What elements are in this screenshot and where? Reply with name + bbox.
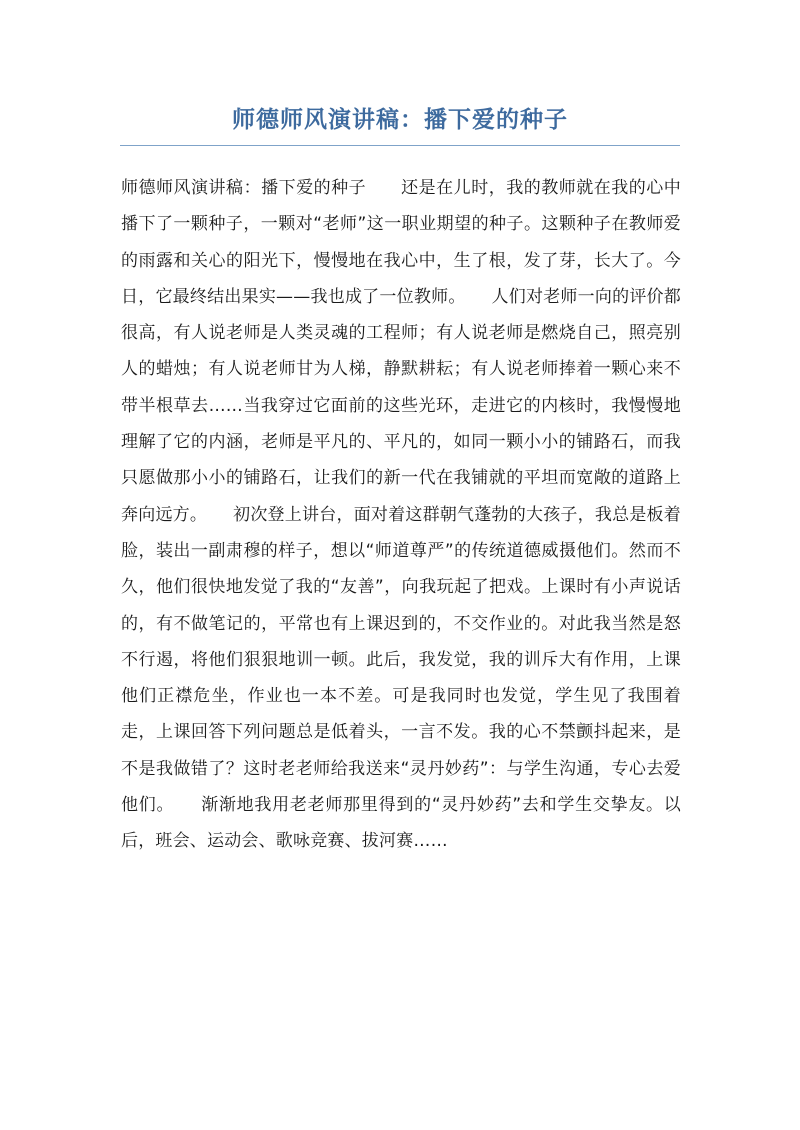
document-title: 师德师风演讲稿：播下爱的种子	[232, 106, 568, 133]
document-body: 师德师风演讲稿：播下爱的种子 还是在儿时，我的教师就在我的心中播下了一颗种子，一颗对“老师”这一职业期望的种子。这颗种子在教师爱的雨露和关心的阳光下，慢慢地在我心中，生了根，发了芽，长大了。今日，它最终结出果实——我也成了一位教师。 人们对老师一向的评价都很高，有人说老师是人类灵魂的工程师；有人说老师是燃烧自己，照亮别人的蜡烛；有人说老师甘为人梯，静默耕耘；有人说老师捧着一颗心来不带半根草去……当我穿过它面前的这些光环，走进它的内核时，我慢慢地理解了它的内涵，老师是平凡的、平凡的，如同一颗小小的铺路石，而我只愿做那小小的铺路石，让我们的新一代在我铺就的平坦而宽敞的道路上奔向远方。 初次登上讲台，面对着这群朝气蓬勃的大孩子，我总是板着脸，装出一副肃穆的样子，想以“师道尊严”的传统道德威摄他们。然而不久，他们很快地发觉了我的“友善”，向我玩起了把戏。上课时有小声说话的，有不做笔记的，平常也有上课迟到的，不交作业的。对此我当然是怒不行遏，将他们狠狠地训一顿。此后，我发觉，我的训斥大有作用，上课他们正襟危坐，作业也一本不差。可是我同时也发觉，学生见了我围着走，上课回答下列问题总是低着头，一言不发。我的心不禁颤抖起来，是不是我做错了？这时老老师给我送来“灵丹妙药”：与学生沟通，专心去爱他们。 渐渐地我用老老师那里得到的“灵丹妙药”去和学生交挚友。以后，班会、运动会、歌咏竞赛、拔河赛……	[121, 178, 681, 852]
title-underline	[120, 145, 680, 146]
